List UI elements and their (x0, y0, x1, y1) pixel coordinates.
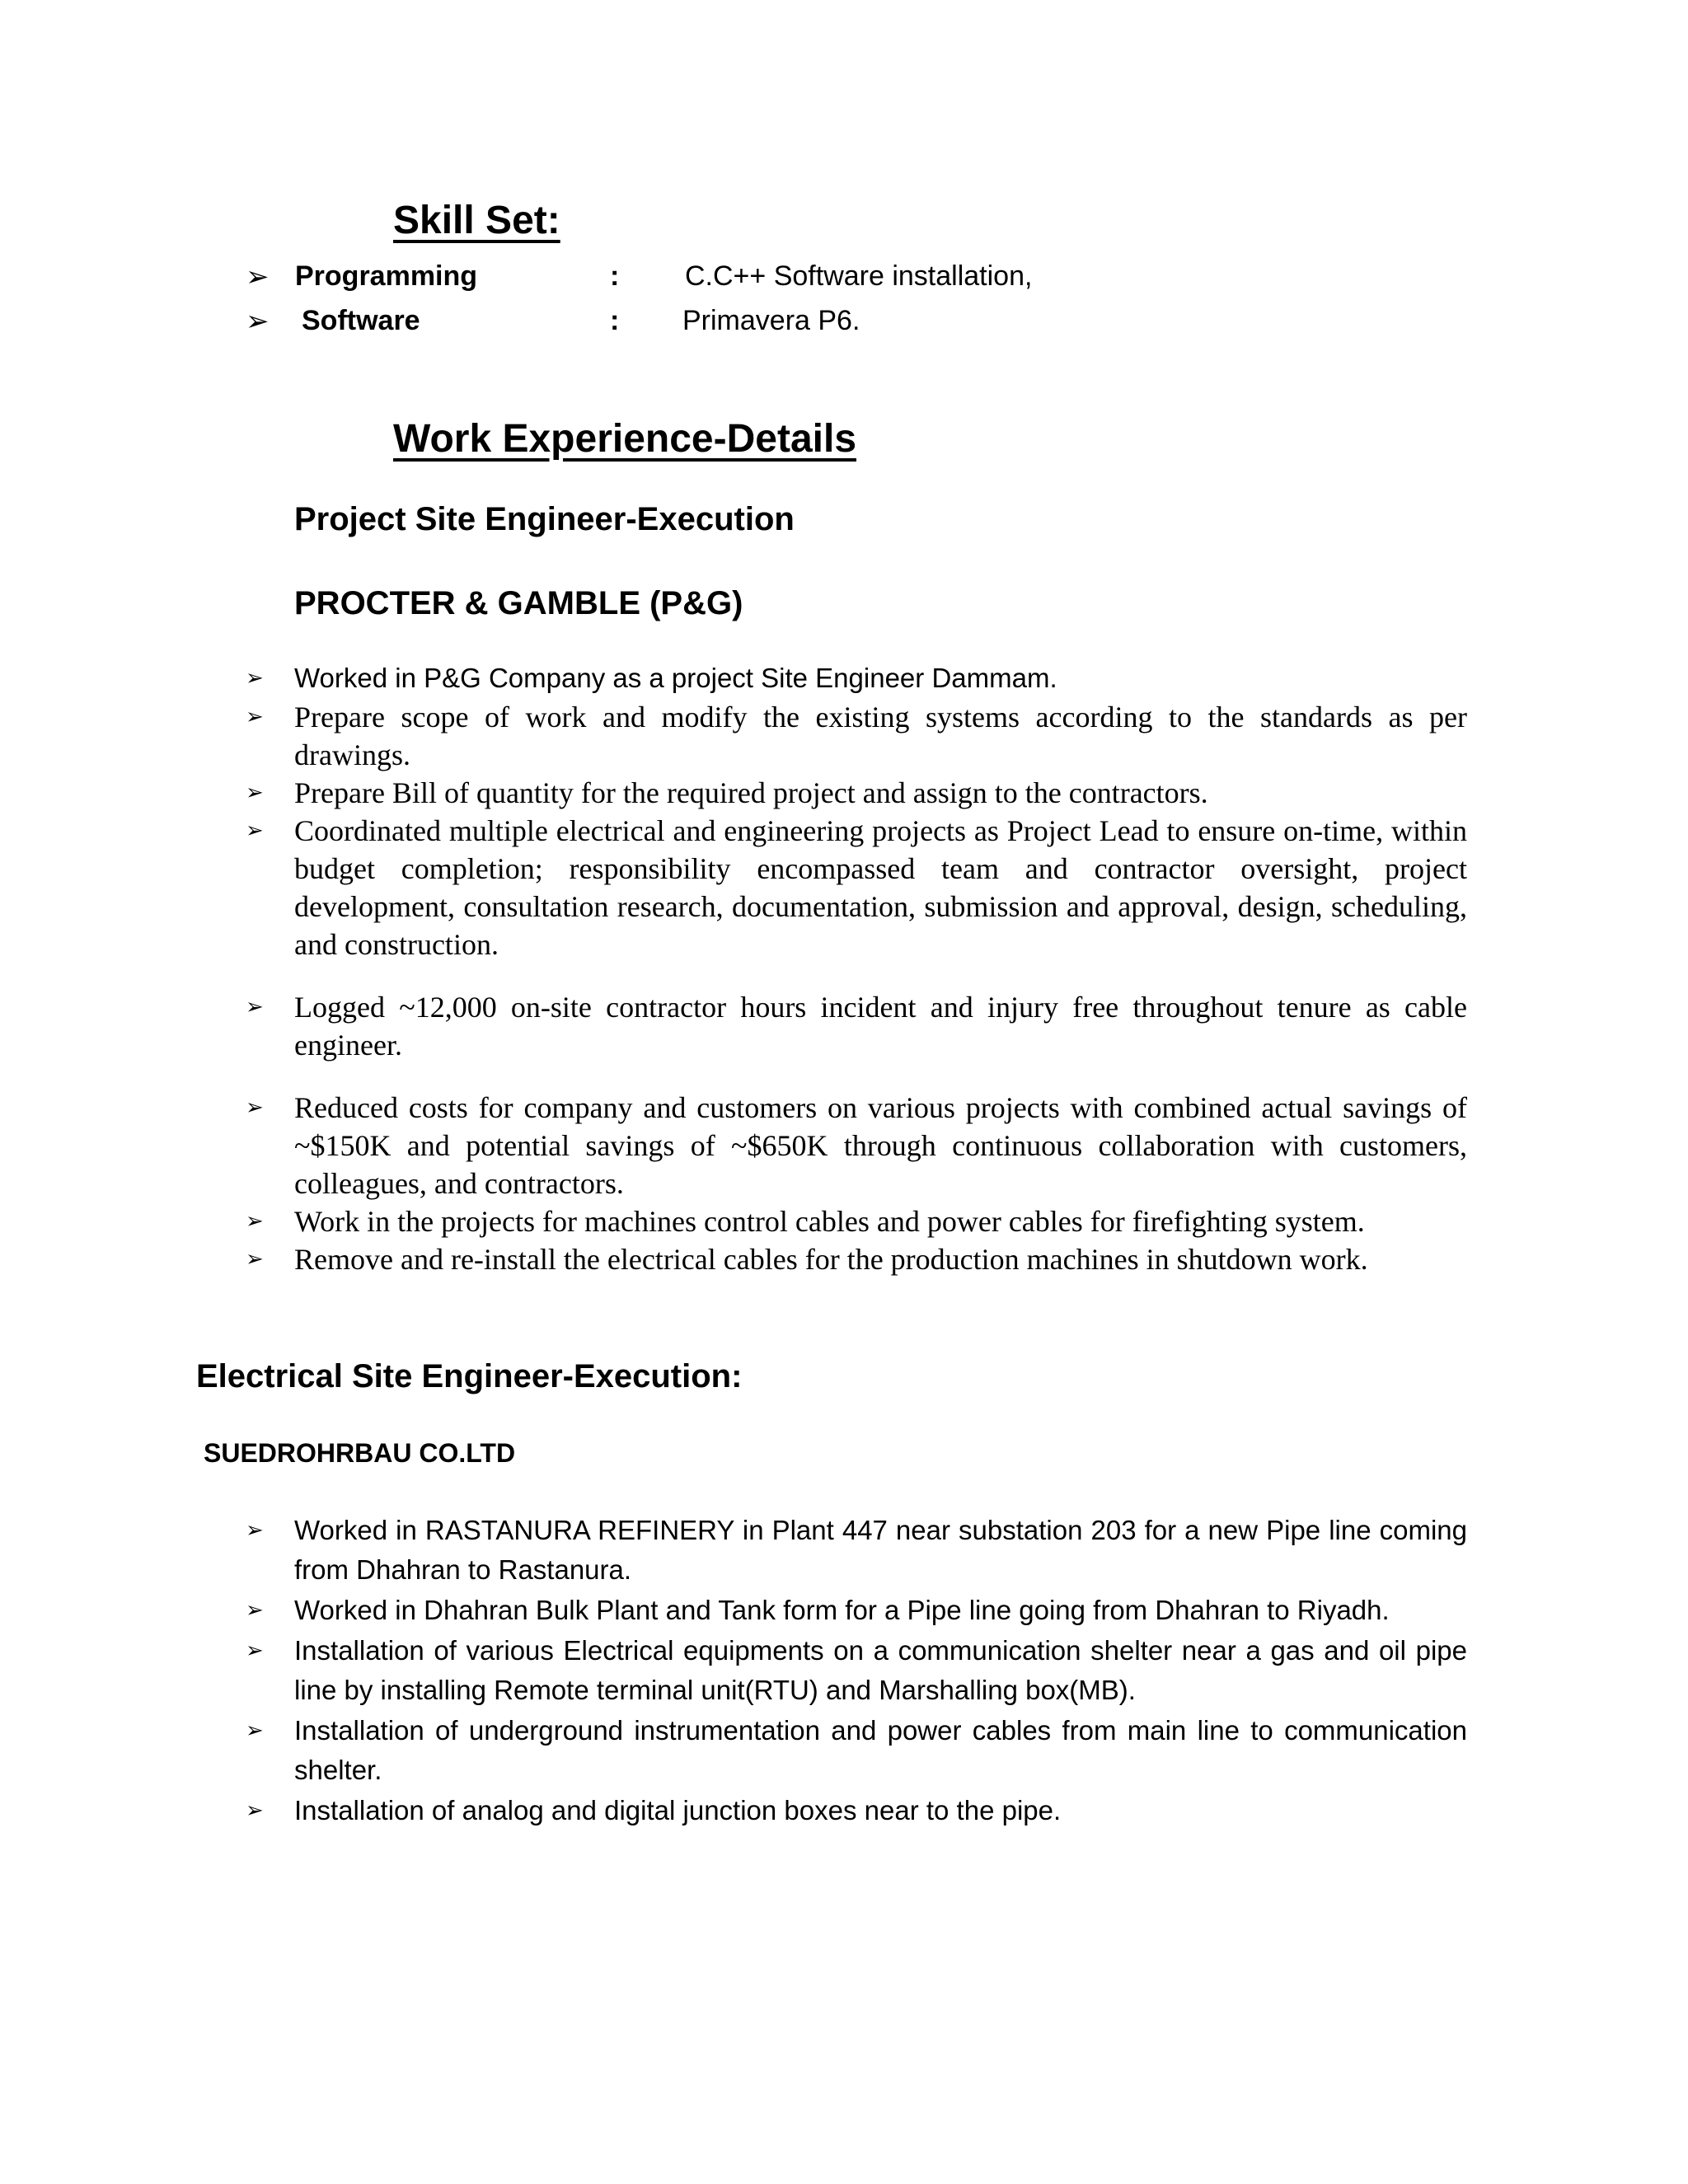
company-name: PROCTER & GAMBLE (P&G) (294, 585, 743, 621)
job-bullet-list (246, 659, 1467, 697)
list-item: ➢ Prepare Bill of quantity for the required project and assign to the contractors. (246, 774, 1467, 812)
list-item: ➢ Worked in RASTANURA REFINERY in Plant 447 near substation 203 for a new Pipe line coming from Dhahran to Rastanura. (246, 1511, 1467, 1590)
skill-label: Software (302, 305, 420, 336)
list-item: ➢ Logged ~12,000 on-site contractor hours incident and injury free throughout tenure as cable engineer. (246, 988, 1467, 1064)
list-item: ➢ Prepare scope of work and modify the existing systems according to the standards as per drawings. (246, 698, 1467, 774)
arrow-bullet-icon: ➢ (246, 261, 270, 293)
company-name: SUEDROHRBAU CO.LTD (204, 1438, 516, 1468)
list-item: ➢ Remove and re-install the electrical cables for the production machines in shutdown work. (246, 1240, 1467, 1278)
job-bullet-list (246, 1511, 1467, 1831)
list-item: ➢ Installation of underground instrumentation and power cables from main line to communication shelter. (246, 1711, 1467, 1790)
list-item: ➢ Work in the projects for machines control cables and power cables for firefighting system. (246, 1202, 1467, 1240)
list-item: ➢ Reduced costs for company and customers on various projects with combined actual savings of ~$150K and potential savings of ~$650K through continuous collaboration with customers, colleagues, and contractors. (246, 1089, 1467, 1202)
list-item: ➢ Worked in Dhahran Bulk Plant and Tank form for a Pipe line going from Dhahran to Riyadh. (246, 1591, 1467, 1630)
list-item: ➢ Installation of analog and digital junction boxes near to the pipe. (246, 1791, 1467, 1830)
list-item: ➢ Coordinated multiple electrical and engineering projects as Project Lead to ensure on-time, within budget completion; responsibility encompassed team and contractor oversight, project development, consultation research, documentation, submission and approval, design, scheduling, and construction. (246, 812, 1467, 963)
skill-row-programming (246, 260, 1400, 302)
arrow-bullet-icon: ➢ (246, 306, 270, 337)
job-title: Project Site Engineer-Execution (294, 501, 795, 537)
skill-row-software (246, 305, 1400, 346)
skill-value: C.C++ Software installation, (685, 260, 1033, 292)
job-bullet-list (246, 698, 1467, 1278)
skill-colon: : (610, 305, 620, 336)
job-title: Electrical Site Engineer-Execution: (196, 1358, 743, 1394)
list-item: ➢ Installation of various Electrical equipments on a communication shelter near a gas and oil pipe line by installing Remote terminal unit(RTU) and Marshalling box(MB). (246, 1631, 1467, 1710)
work-experience-heading: Work Experience-Details (393, 417, 857, 461)
skill-value: Primavera P6. (682, 305, 860, 336)
skill-set-heading: Skill Set: (393, 199, 560, 242)
skill-colon: : (610, 260, 620, 292)
skill-label: Programming (295, 260, 478, 292)
list-item: ➢ Worked in P&G Company as a project Site Engineer Dammam. (246, 659, 1467, 697)
